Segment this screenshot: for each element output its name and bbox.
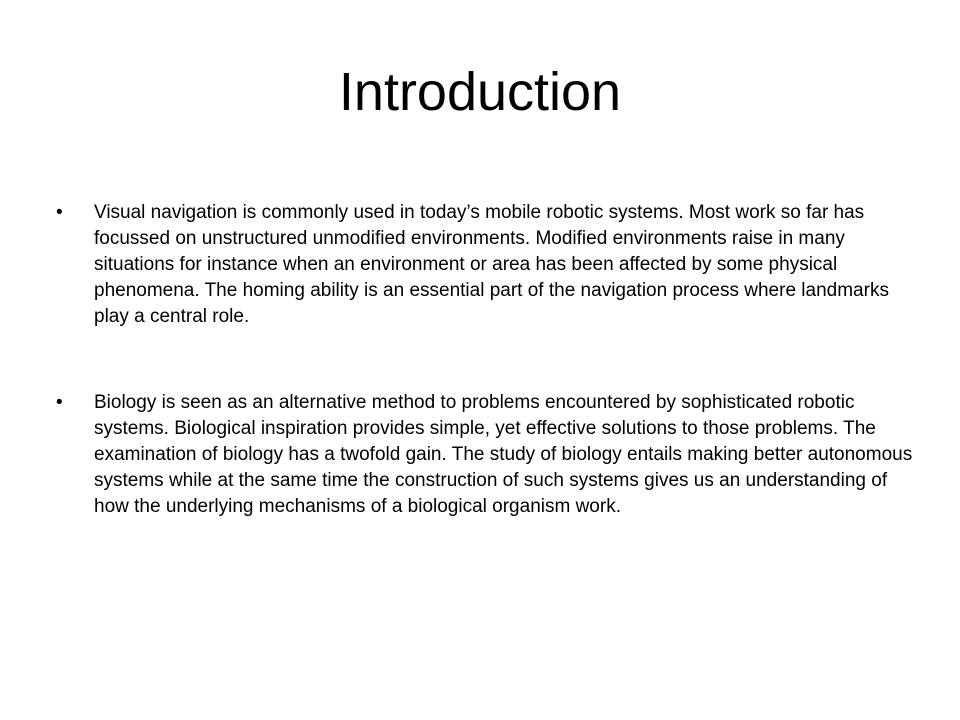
bullet-item [56,200,916,330]
bullet-icon: • [56,392,63,413]
bullet-item [56,390,916,520]
slide-title: Introduction [338,62,622,122]
bullet-text: Biology is seen as an alternative method to problems encountered by sophisticated robotic systems. Biological inspiration provides simple, yet effective solutions to those problems. The examination of biology has a twofold gain. The study of biology entails making better autonomous systems while at the same time the construction of such systems gives us an understanding of how the underlying mechanisms of a biological organism work. [94,392,913,517]
bullet-list [56,200,916,580]
bullet-text: Visual navigation is commonly used in today’s mobile robotic systems. Most work so far has focussed on unstructured unmodified environments. Modified environments raise in many situations for instance when an environment or area has been affected by some physical phenomena. The homing ability is an essential part of the navigation process where landmarks play a central role. [94,202,889,327]
bullet-icon: • [56,202,63,223]
